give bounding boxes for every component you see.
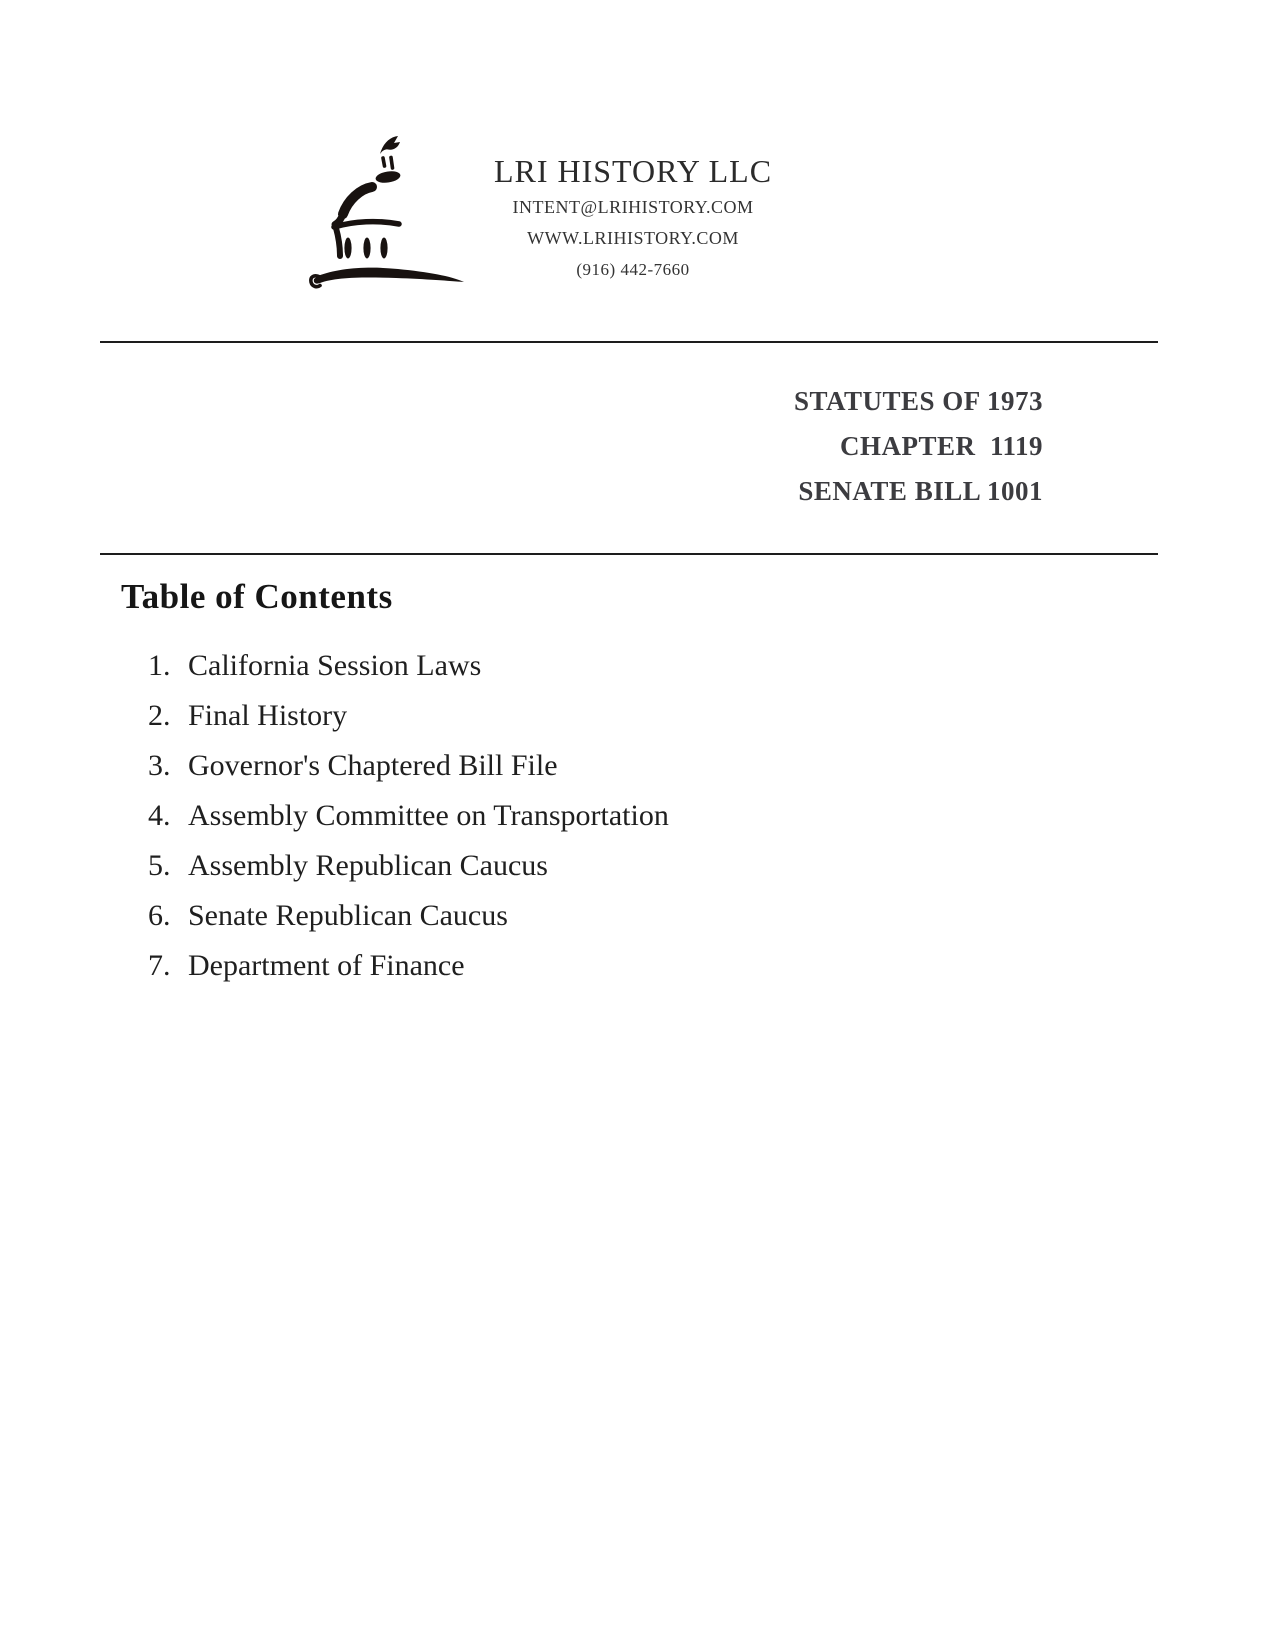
logo-left-pillar (336, 228, 340, 256)
toc-item-label: Senate Republican Caucus (188, 899, 508, 932)
website-url: WWW.LRIHISTORY.COM (527, 228, 739, 248)
toc-item-number: 2. (148, 699, 171, 732)
toc-item-number: 4. (148, 799, 171, 832)
bill-reference-line: STATUTES OF 1973 (793, 386, 1043, 416)
logo-flag (380, 136, 400, 154)
horizontal-rule-top (100, 341, 1158, 343)
toc-item-label: Final History (188, 699, 348, 732)
logo-column (363, 238, 370, 259)
logo-dome-curve (343, 187, 372, 214)
horizontal-rule-bottom (100, 553, 1158, 555)
logo-lantern (375, 170, 401, 185)
toc-item (148, 841, 848, 891)
bill-reference-line: SENATE BILL 1001 (798, 476, 1043, 506)
toc-item (148, 791, 848, 841)
toc-item-number: 5. (148, 849, 171, 882)
toc-item-label: Assembly Committee on Transportation (188, 799, 669, 832)
bill-reference-line: CHAPTER 1119 (839, 431, 1043, 461)
toc-item-label: Governor's Chaptered Bill File (188, 749, 558, 782)
toc-item (148, 941, 848, 991)
toc-item-label: Assembly Republican Caucus (188, 849, 548, 882)
logo-column (380, 238, 387, 259)
toc-item-label: Department of Finance (188, 949, 465, 982)
toc-list (148, 641, 848, 991)
company-name: LRI HISTORY LLC (493, 153, 773, 189)
toc-item (148, 691, 848, 741)
toc-item (148, 891, 848, 941)
logo-dome-base (334, 222, 399, 227)
toc-title: Table of Contents (121, 577, 393, 616)
toc-item (148, 741, 848, 791)
toc-item-number: 1. (148, 649, 171, 682)
toc-item-number: 3. (148, 749, 171, 782)
phone-number: (916) 442-7660 (576, 260, 690, 279)
bill-reference-block (794, 379, 1043, 514)
toc-item (148, 641, 848, 691)
toc-item-number: 6. (148, 899, 171, 932)
letterhead (433, 150, 833, 285)
email-address: INTENT@LRIHISTORY.COM (512, 197, 754, 217)
toc-item-number: 7. (148, 949, 171, 982)
logo-ticks (383, 158, 393, 169)
logo-column (344, 238, 351, 259)
toc-item-label: California Session Laws (188, 649, 482, 682)
